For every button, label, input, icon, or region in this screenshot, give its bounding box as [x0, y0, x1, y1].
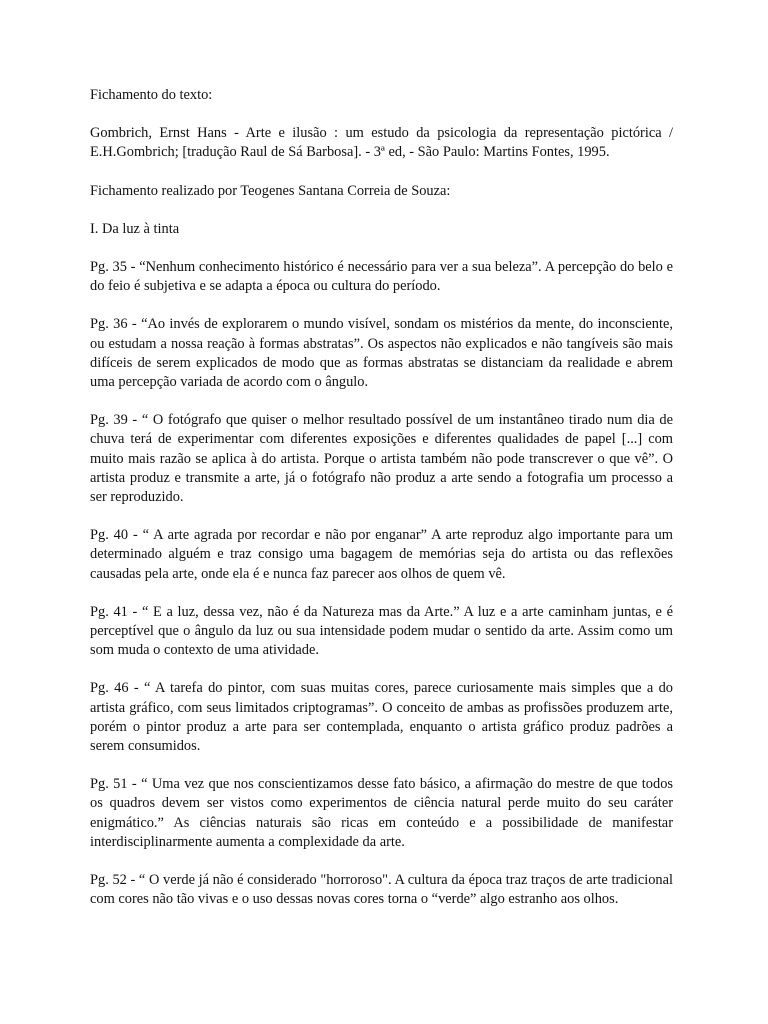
author-line: Fichamento realizado por Teogenes Santana Correia de Souza:: [90, 182, 451, 199]
entry-pg-51: Pg. 51 - “ Uma vez que nos conscientizamos desse fato básico, a afirmação do mestre de que todos os quadros devem ser vistos como experimentos de ciência natural perde muito do seu caráter enigmático.” As ciências naturais são ricas em conteúdo e a possibilidade de manifestar interdisciplinarmente aumenta a complexidade da arte.: [90, 776, 673, 850]
bibliographic-reference: Gombrich, Ernst Hans - Arte e ilusão : um estudo da psicologia da representação pictórica / E.H.Gombrich; [tradução Raul de Sá Barbosa]. - 3ª ed, - São Paulo: Martins Fontes, 1995.: [90, 125, 673, 161]
entry-pg-35: Pg. 35 - “Nenhum conhecimento histórico é necessário para ver a sua beleza”. A percepção do belo e do feio é subjetiva e se adapta a época ou cultura do período.: [90, 259, 673, 295]
document-heading: Fichamento do texto:: [90, 87, 213, 103]
entry-pg-40: Pg. 40 - “ A arte agrada por recordar e não por enganar” A arte reproduz algo importante para um determinado alguém e traz consigo uma bagagem de memórias seja do artista ou das reflexões causadas pela arte, onde ela é e nunca faz parecer aos olhos de quem vê.: [90, 527, 673, 582]
entry-pg-36: Pg. 36 - “Ao invés de explorarem o mundo visível, sondam os mistérios da mente, do inconsciente, ou estudam a nossa reação à formas abstratas”. Os aspectos não explicados e não tangíveis são mais difíceis de serem explicados de modo que as formas abstratas se distanciam da realidade e abrem uma percepção variada de acordo com o ângulo.: [90, 316, 673, 391]
entry-pg-46: Pg. 46 - “ A tarefa do pintor, com suas muitas cores, parece curiosamente mais simples que a do artista gráfico, com seus limitados criptogramas”. O conceito de ambas as profissões produzem arte, porém o pintor produz a arte para ser contemplada, enquanto o artista gráfico produz padrões a serem consumidos.: [90, 680, 673, 755]
entry-pg-39: Pg. 39 - “ O fotógrafo que quiser o melhor resultado possível de um instantâneo tirado num dia de chuva terá de experimentar com diferentes exposições e diferentes qualidades de papel [...] com muito mais razão se aplica à do artista. Porque o artista também não pode transcrever o que vê”. O artista produz e transmite a arte, já o fotógrafo não produz a arte sendo a fotografia um processo a ser reproduzido.: [90, 412, 673, 506]
section-title: I. Da luz à tinta: [90, 220, 180, 237]
document-page: [90, 86, 673, 929]
entry-pg-52: Pg. 52 - “ O verde já não é considerado "horroroso". A cultura da época traz traços de arte tradicional com cores não tão vivas e o uso dessas novas cores torna o “verde” algo estranho aos olhos.: [90, 872, 673, 908]
entry-pg-41: Pg. 41 - “ E a luz, dessa vez, não é da Natureza mas da Arte.” A luz e a arte caminham juntas, e é perceptível que o ângulo da luz ou sua intensidade podem mudar o sentido da arte. Assim como um som muda o contexto de uma atividade.: [90, 603, 673, 659]
